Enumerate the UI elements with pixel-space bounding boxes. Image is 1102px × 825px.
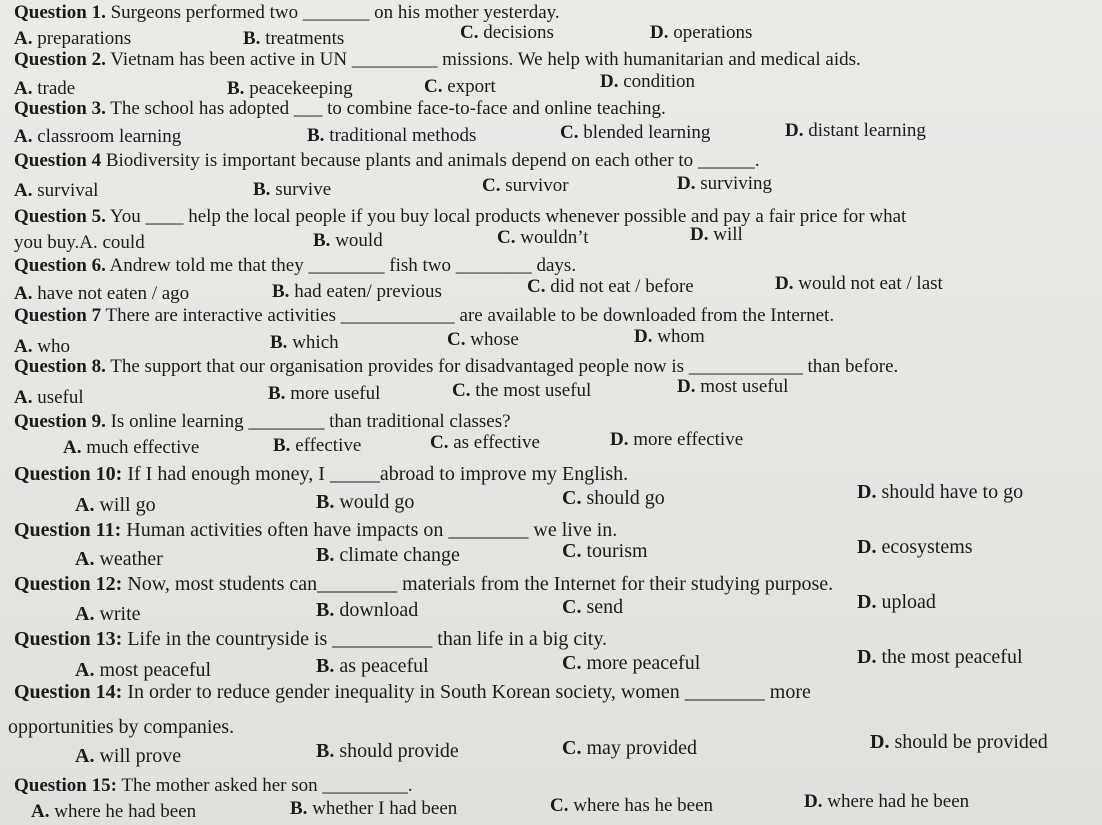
q1-option-a[interactable]: A. preparations [14,28,132,49]
question-9-stem: Question 9. Is online learning ________ than traditional classes? [14,411,511,432]
q1-option-d[interactable]: D. operations [650,22,753,43]
q6-option-c[interactable]: C. did not eat / before [527,276,694,297]
q10-option-c[interactable]: C. should go [562,487,665,509]
q11-option-b[interactable]: B. climate change [316,544,460,566]
question-2-stem: Question 2. Vietnam has been active in UN _________ missions. We help with humanitarian and medical aids. [14,49,861,70]
q1-option-c[interactable]: C. decisions [460,22,554,43]
q8-option-d[interactable]: D. most useful [677,376,789,397]
q6-option-b[interactable]: B. had eaten/ previous [272,281,442,302]
question-14-continuation: opportunities by companies. [8,716,235,738]
q12-option-c[interactable]: C. send [562,596,624,618]
q3-option-c[interactable]: C. blended learning [560,122,711,143]
q6-option-a[interactable]: A. have not eaten / ago [14,283,190,304]
q7-option-d[interactable]: D. whom [634,326,705,347]
question-12-stem: Question 12: Now, most students can________ materials from the Internet for their studying purpose. [14,573,834,595]
question-8-stem: Question 8. The support that our organisation provides for disadvantaged people now is ____________ than before. [14,356,899,377]
q11-option-a[interactable]: A. weather [75,548,163,570]
q4-option-c[interactable]: C. survivor [482,175,569,196]
q14-option-c[interactable]: C. may provided [562,737,697,759]
q3-option-b[interactable]: B. traditional methods [307,125,477,146]
q5-option-d[interactable]: D. will [690,224,743,245]
q4-option-a[interactable]: A. survival [14,180,99,201]
q9-option-d[interactable]: D. more effective [610,429,744,450]
q13-option-b[interactable]: B. as peaceful [316,655,429,677]
q5-option-b[interactable]: B. would [313,230,383,251]
q12-option-b[interactable]: B. download [316,599,419,621]
question-10-stem: Question 10: If I had enough money, I _____abroad to improve my English. [14,463,629,485]
q4-option-b[interactable]: B. survive [253,179,332,200]
q7-option-b[interactable]: B. which [270,332,339,353]
question-5-stem: Question 5. You ____ help the local people if you buy local products whenever possible and pay a fair price for what [14,206,907,227]
q7-option-c[interactable]: C. whose [447,329,519,350]
q15-option-b[interactable]: B. whether I had been [290,798,458,819]
q14-option-b[interactable]: B. should provide [316,740,459,762]
q9-option-b[interactable]: B. effective [273,435,362,456]
q8-option-c[interactable]: C. the most useful [452,380,592,401]
q2-option-d[interactable]: D. condition [600,71,696,92]
q11-option-d[interactable]: D. ecosystems [857,536,973,558]
question-13-stem: Question 13: Life in the countryside is __________ than life in a big city. [14,628,608,650]
q15-option-a[interactable]: A. where he had been [31,801,197,822]
q12-option-d[interactable]: D. upload [857,591,936,613]
q3-option-d[interactable]: D. distant learning [785,120,926,141]
q10-option-a[interactable]: A. will go [75,494,156,516]
q15-option-d[interactable]: D. where had he been [804,791,970,812]
q13-option-a[interactable]: A. most peaceful [75,659,212,681]
q13-option-c[interactable]: C. more peaceful [562,652,701,674]
question-14-stem: Question 14: In order to reduce gender inequality in South Korean society, women ________ more [14,681,811,703]
q8-option-b[interactable]: B. more useful [268,383,381,404]
q8-option-a[interactable]: A. useful [14,387,84,408]
q2-option-c[interactable]: C. export [424,76,496,97]
q9-option-c[interactable]: C. as effective [430,432,540,453]
q11-option-c[interactable]: C. tourism [562,540,648,562]
question-11-stem: Question 11: Human activities often have impacts on ________ we live in. [14,519,618,541]
question-7-stem: Question 7 There are interactive activities ____________ are available to be downloaded from the Internet. [14,305,835,326]
q12-option-a[interactable]: A. write [75,603,141,625]
q13-option-d[interactable]: D. the most peaceful [857,646,1023,668]
q2-option-a[interactable]: A. trade [14,78,76,99]
q14-option-d[interactable]: D. should be provided [870,731,1048,753]
q4-option-d[interactable]: D. surviving [677,173,773,194]
question-3-stem: Question 3. The school has adopted ___ to combine face-to-face and online teaching. [14,98,666,119]
q14-option-a[interactable]: A. will prove [75,745,182,767]
q9-option-a[interactable]: A. much effective [63,437,200,458]
q2-option-b[interactable]: B. peacekeeping [227,78,353,99]
q5-continuation-option-a[interactable]: you buy.A. could [14,232,145,253]
q1-option-b[interactable]: B. treatments [243,28,345,49]
question-15-stem: Question 15: The mother asked her son _________. [14,775,413,796]
q5-option-c[interactable]: C. wouldn’t [497,227,589,248]
q7-option-a[interactable]: A. who [14,336,70,357]
question-6-stem: Question 6. Andrew told me that they ________ fish two ________ days. [14,255,577,276]
q10-option-b[interactable]: B. would go [316,491,415,513]
question-4-stem: Question 4 Biodiversity is important because plants and animals depend on each other to ______. [14,150,760,171]
q3-option-a[interactable]: A. classroom learning [14,126,182,147]
question-1-stem: Question 1. Surgeons performed two _______ on his mother yesterday. [14,2,560,23]
q15-option-c[interactable]: C. where has he been [550,795,714,816]
q6-option-d[interactable]: D. would not eat / last [775,273,943,294]
q10-option-d[interactable]: D. should have to go [857,481,1024,503]
